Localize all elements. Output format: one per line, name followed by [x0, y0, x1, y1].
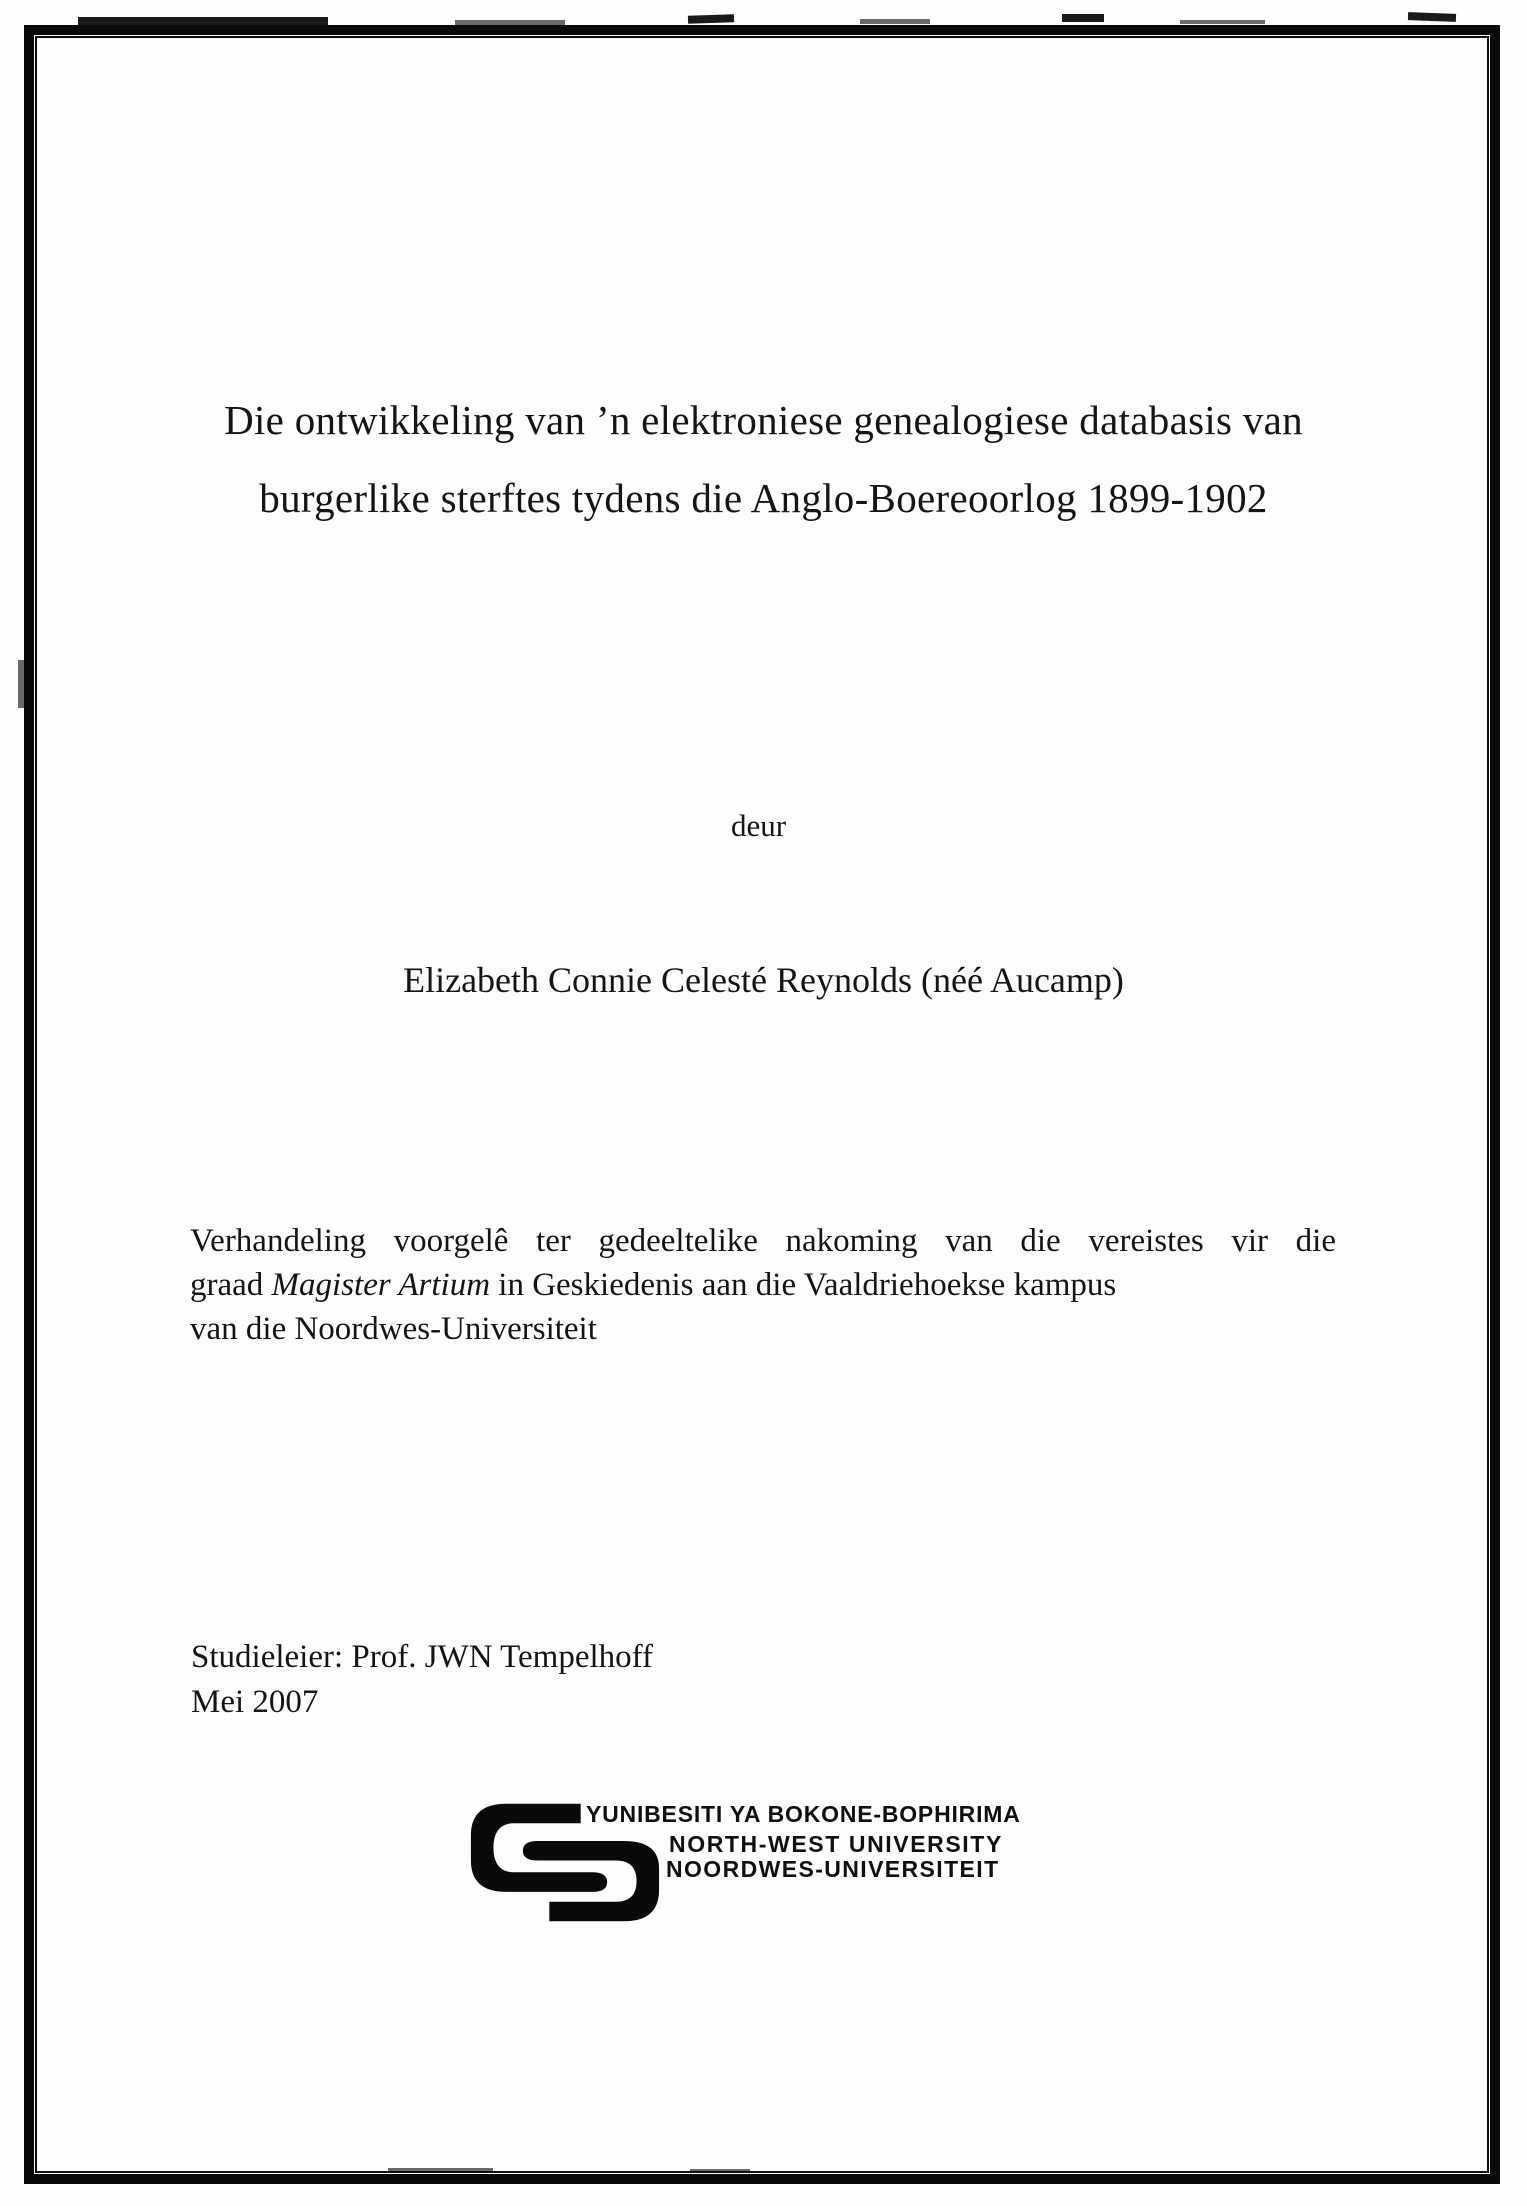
scan-artifact	[688, 14, 734, 24]
byline-label: deur	[730, 808, 787, 843]
statement-line-2-suffix: in Geskiedenis aan die Vaaldriehoekse kampus	[498, 1267, 1117, 1303]
thesis-title-line-2: burgerlike sterftes tydens die Anglo-Boereoorlog 1899-1902	[259, 475, 1268, 521]
scan-artifact	[860, 19, 930, 24]
date-line: Mei 2007	[191, 1684, 319, 1720]
statement-line-2-prefix: graad	[190, 1267, 264, 1303]
supervisor-line: Studieleier: Prof. JWN Tempelhoff	[191, 1639, 654, 1675]
statement-line-2	[190, 1263, 1336, 1307]
thesis-title	[70, 381, 1457, 537]
logo-wordmark-line-1: YUNIBESITI YA BOKONE-BOPHIRIMA	[586, 1801, 1021, 1827]
thesis-title-line-1: Die ontwikkeling van ’n elektroniese genealogiese databasis van	[224, 397, 1303, 443]
supervisor-block	[191, 1635, 653, 1725]
thesis-statement	[190, 1219, 1336, 1351]
logo-wordmark-line-2: NORTH-WEST UNIVERSITY	[669, 1831, 1003, 1857]
author-name: Elizabeth Connie Celesté Reynolds (néé Aucamp)	[403, 960, 1124, 1000]
logo-wordmark-line-3: NOORDWES-UNIVERSITEIT	[666, 1856, 1000, 1882]
scan-artifact	[1062, 14, 1104, 22]
statement-line-3: van die Noordwes-Universiteit	[190, 1311, 597, 1347]
statement-line-1: Verhandeling voorgelê ter gedeeltelike nakoming van die vereistes vir die	[190, 1223, 1336, 1259]
degree-name-italic: Magister Artium	[271, 1267, 491, 1303]
scan-artifact	[1408, 12, 1456, 22]
scan-artifact	[1180, 20, 1265, 24]
